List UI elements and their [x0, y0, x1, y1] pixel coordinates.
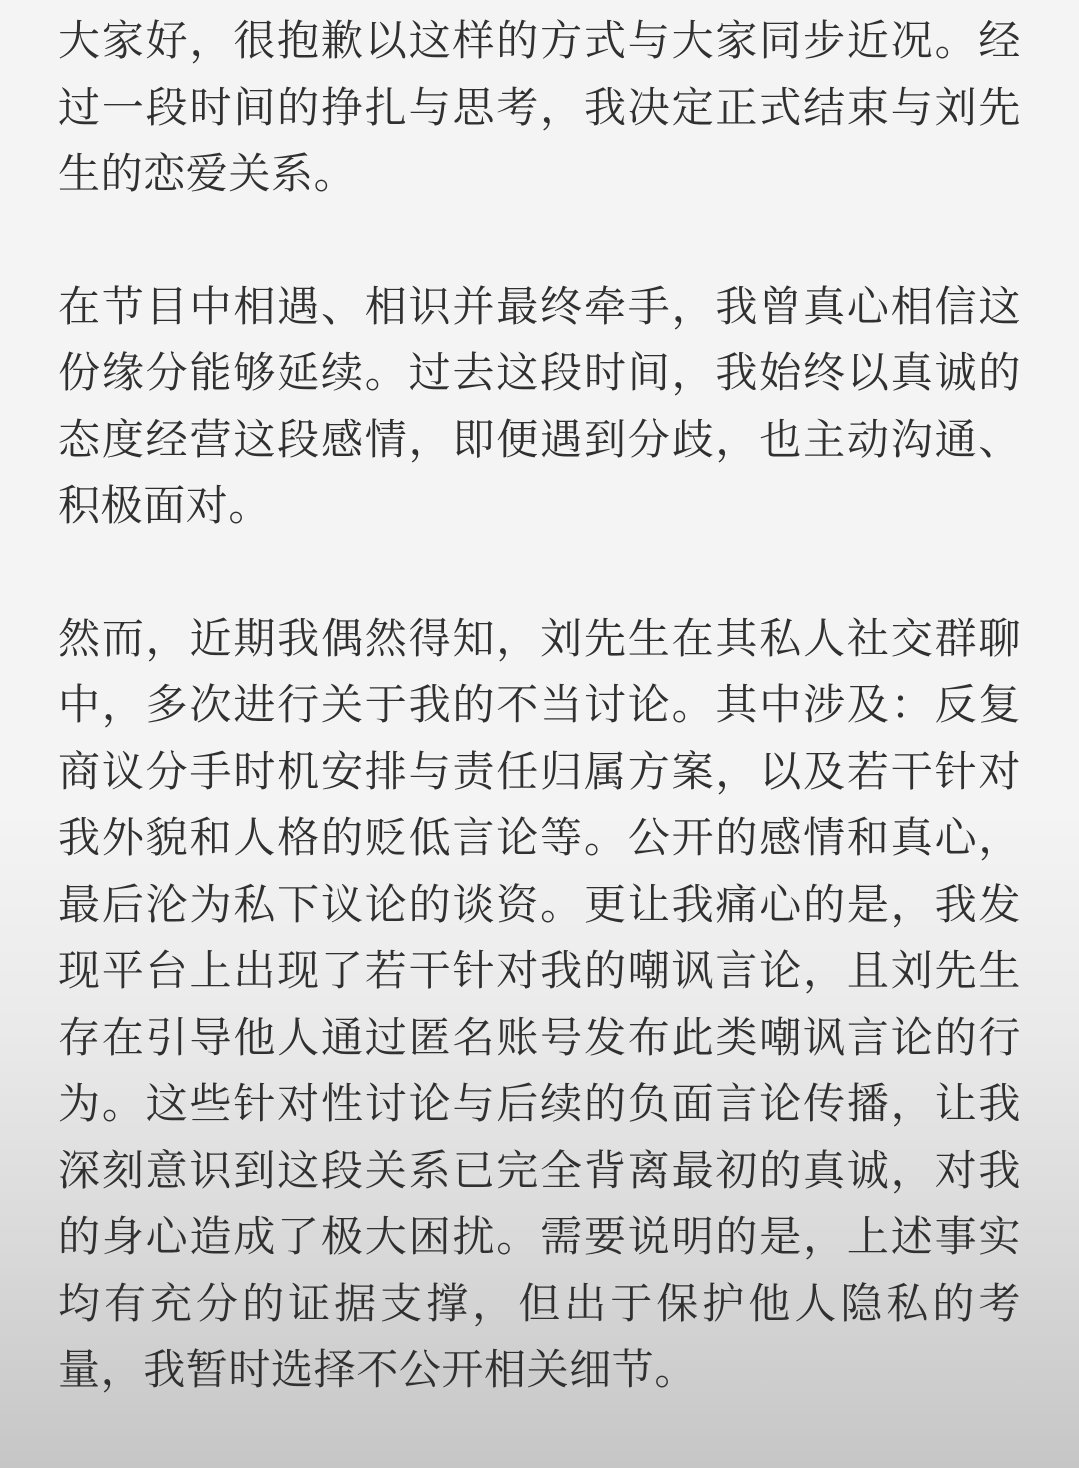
paragraph-breakup-announcement: 大家好，很抱歉以这样的方式与大家同步近况。经过一段时间的挣扎与思考，我决定正式结束与刘先生的恋爱关系。	[58, 16, 1021, 198]
paragraph-relationship-background: 在节目中相遇、相识并最终牵手，我曾真心相信这份缘分能够延续。过去这段时间，我始终以真诚的态度经营这段感情，即便遇到分歧，也主动沟通、积极面对。	[58, 281, 1021, 530]
paragraph-reasons: 然而，近期我偶然得知，刘先生在其私人社交群聊中，多次进行关于我的不当讨论。其中涉及：反复商议分手时机安排与责任归属方案，以及若干针对我外貌和人格的贬低言论等。公开的感情和真心，最后沦为私下议论的谈资。更让我痛心的是，我发现平台上出现了若干针对我的嘲讽言论，且刘先生存在引导他人通过匿名账号发布此类嘲讽言论的行为。这些针对性讨论与后续的负面言论传播，让我深刻意识到这段关系已完全背离最初的真诚，对我的身心造成了极大困扰。需要说明的是，上述事实均有充分的证据支撑，但出于保护他人隐私的考量，我暂时选择不公开相关细节。	[58, 613, 1021, 1394]
